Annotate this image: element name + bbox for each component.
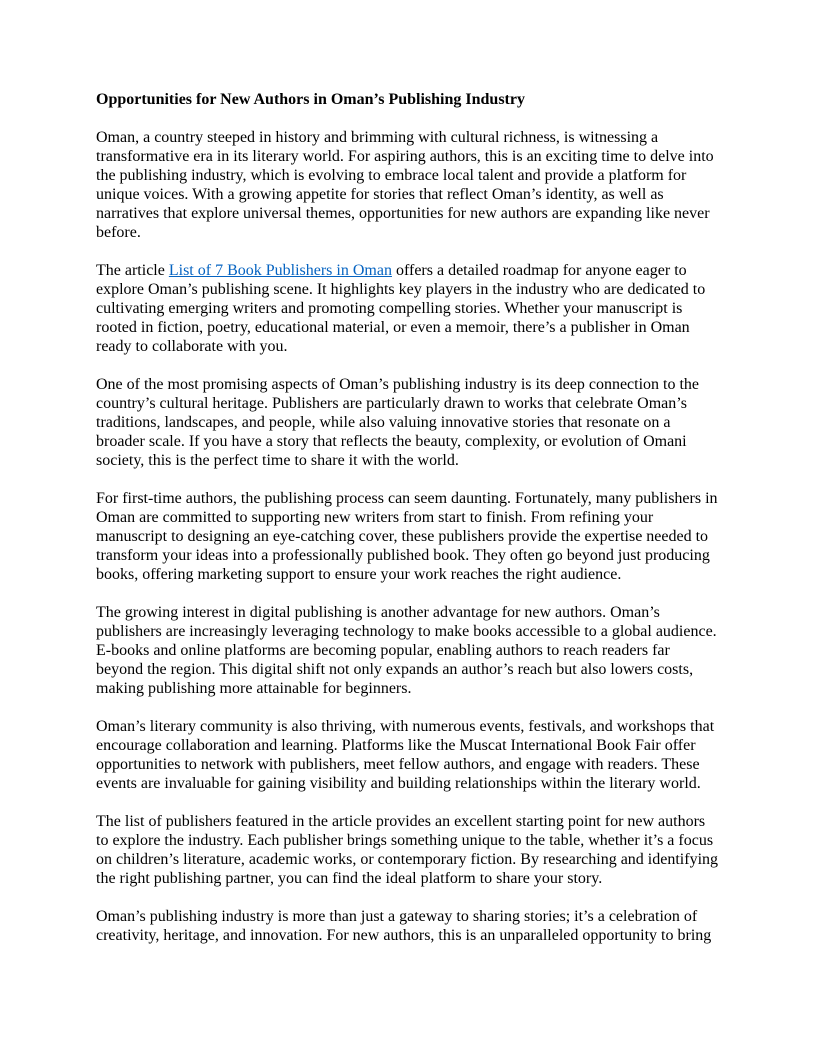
paragraph-digital-publishing: The growing interest in digital publishing is another advantage for new authors. Oman’s publishers are increasingly leveraging technology to make books accessible to a global audience. E-books and online platforms are becoming popular, enabling authors to reach readers far beyond the region. This digital shift not only expands an author’s reach but also lowers costs, making publishing more attainable for beginners. (96, 604, 717, 697)
paragraph-literary-community: Oman’s literary community is also thriving, with numerous events, festivals, and workshops that encourage collaboration and learning. Platforms like the Muscat International Book Fair offer opportunities to network with publishers, meet fellow authors, and engage with readers. These events are invaluable for gaining visibility and building relationships within the literary world. (96, 718, 715, 792)
paragraph-first-time-authors: For first-time authors, the publishing process can seem daunting. Fortunately, many publishers in Oman are committed to supporting new writers from start to finish. From refining your manuscript to designing an eye-catching cover, these publishers provide the expertise needed to transform your ideas into a professionally published book. They often go beyond just producing books, offering marketing support to ensure your work reaches the right audience. (96, 490, 718, 583)
document-title: Opportunities for New Authors in Oman’s Publishing Industry (96, 91, 525, 108)
publishers-article-link[interactable]: List of 7 Book Publishers in Oman (168, 262, 392, 279)
paragraph-closing: Oman’s publishing industry is more than just a gateway to sharing stories; it’s a celebration of creativity, heritage, and innovation. For new authors, this is an unparalleled opportunity to bring (96, 908, 712, 944)
paragraph-text-after-link: offers a detailed roadmap for anyone eager to explore Oman’s publishing scene. It highlights key players in the industry who are dedicated to cultivating emerging writers and promoting compelling stories. Whether your manuscript is rooted in fiction, poetry, educational material, or even a memoir, there’s a publisher in Oman ready to collaborate with you. (96, 262, 706, 355)
paragraph-intro: Oman, a country steeped in history and brimming with cultural richness, is witnessing a transformative era in its literary world. For aspiring authors, this is an exciting time to delve into the publishing industry, which is evolving to embrace local talent and provide a platform for unique voices. With a growing appetite for stories that reflect Oman’s identity, as well as narratives that explore universal themes, opportunities for new authors are expanding like never before. (96, 129, 714, 241)
paragraph-cultural-heritage: One of the most promising aspects of Oman’s publishing industry is its deep connection to the country’s cultural heritage. Publishers are particularly drawn to works that celebrate Oman’s traditions, landscapes, and people, while also valuing innovative stories that resonate on a broader scale. If you have a story that reflects the beauty, complexity, or evolution of Omani society, this is the perfect time to share it with the world. (96, 376, 700, 469)
paragraph-article-reference (96, 261, 720, 356)
paragraph-publisher-list: The list of publishers featured in the article provides an excellent starting point for new authors to explore the industry. Each publisher brings something unique to the table, whether it’s a focus on children’s literature, academic works, or contemporary fiction. By researching and identifying the right publishing partner, you can find the ideal platform to share your story. (96, 813, 719, 887)
paragraph-text-before-link: The article (96, 262, 169, 279)
